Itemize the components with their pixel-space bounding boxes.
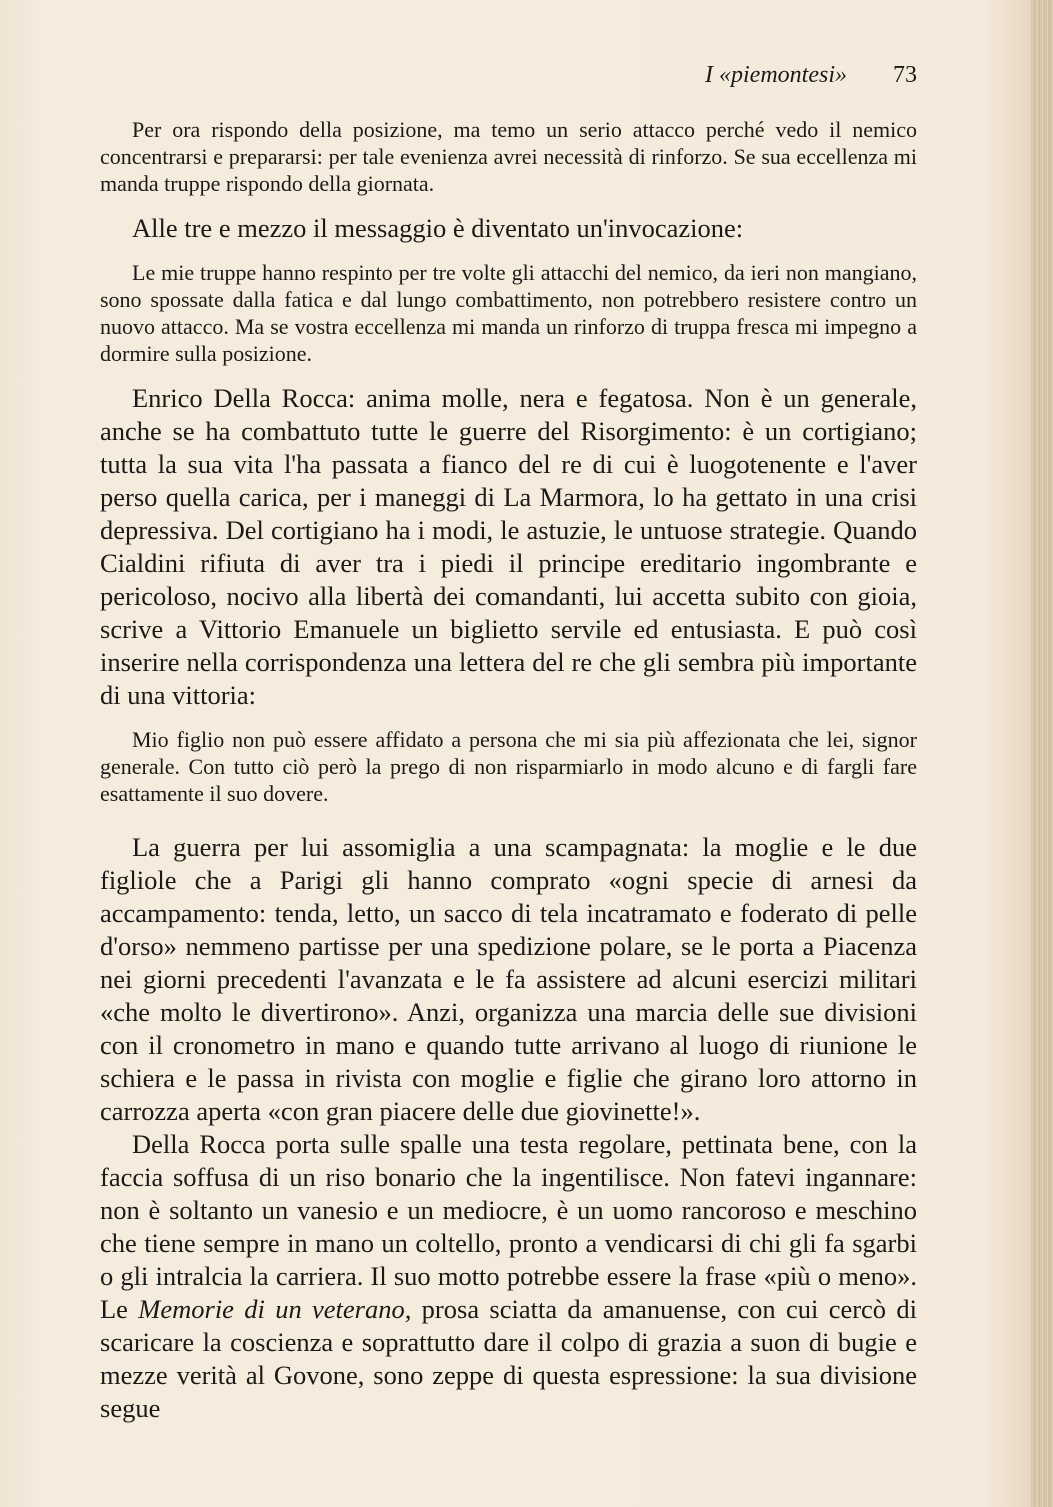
paragraph-4-text-b: prosa sciatta da amanuense, con cui cercò di scaricare la coscienza e soprattutto dare il colpo di grazia a suon di bugie e mezze verità al Govone, sono zeppe di questa espressione: la sua divisione segue (100, 1294, 917, 1423)
paragraph-2: Enrico Della Rocca: anima molle, nera e fegatosa. Non è un generale, anche se ha combattuto tutte le guerre del Risorgimento: è un cortigiano; tutta la sua vita l'ha passata a fianco del re di cui è luogotenente e l'aver perso quella carica, per i maneggi di La Marmora, lo ha gettato in una crisi depressiva. Del cortigiano ha i modi, le astuzie, le untuose strategie. Quando Cialdini rifiuta di aver tra i piedi il principe ereditario ingombrante e pericoloso, nocivo alla libertà dei comandanti, lui accetta subito con gioia, scrive a Vittorio Emanuele un biglietto servile ed entusiasta. E può così inserire nella corrispondenza una lettera del re che gli sembra più importante di una vittoria: (100, 383, 917, 710)
block-quote-1: Per ora rispondo della posizione, ma temo un serio attacco perché vedo il nemico concentrarsi e prepararsi: per tale evenienza avrei necessità di rinforzo. Se sua eccellenza mi manda truppe rispondo della giornata. (100, 117, 917, 196)
paragraph-4-text-a: Della Rocca porta sulle spalle una testa regolare, pettinata bene, con la faccia soffusa di un riso bonario che la ingentilisce. Non fatevi ingannare: non è soltanto un vanesio e un mediocre, è un uomo rancoroso e meschino che tiene sempre in mano un coltello, pronto a vendicarsi di chi gli fa sgarbi o gli intralcia la carriera. Il suo motto potrebbe essere la frase «più o meno». Le (100, 1129, 917, 1324)
paragraph-1: Alle tre e mezzo il messaggio è diventato un'invocazione: (132, 213, 744, 243)
paragraph-4 (100, 1128, 917, 1425)
block-quote-2: Le mie truppe hanno respinto per tre volte gli attacchi del nemico, da ieri non mangiano, sono spossate dalla fatica e dal lungo combattimento, non potrebbero resistere contro un nuovo attacco. Ma se vostra eccellenza mi manda un rinforzo di truppa fresca mi impegno a dormire sulla posizione. (100, 260, 917, 366)
page-body (100, 116, 917, 1425)
block-quote-3: Mio figlio non può essere affidato a persona che mi sia più affezionata che lei, signor generale. Con tutto ciò però la prego di non risparmiarlo in modo alcuno e di fargli fare esattamente il suo dovere. (100, 727, 917, 806)
page-header (100, 62, 917, 98)
page-edge (1031, 0, 1053, 1507)
paragraph-3: La guerra per lui assomiglia a una scampagnata: la moglie e le due figliole che a Parigi gli hanno comprato «ogni specie di arnesi da accampamento: tenda, letto, un sacco di tela incatramato e foderato di pelle d'orso» nemmeno partisse per una spedizione polare, se le porta a Piacenza nei giorni precedenti l'avanzata e le fa assistere ad alcuni esercizi militari «che molto le divertirono». Anzi, organizza una marcia delle sue divisioni con il cronometro in mano e quando tutte arrivano al luogo di riunione le schiera e le passa in rivista con moglie e figlie che girano loro attorno in carrozza aperta «con gran piacere delle due giovinette!». (100, 832, 917, 1126)
page-number: 73 (893, 62, 917, 88)
running-title: I «piemontesi» (705, 62, 847, 88)
book-title-italic: Memorie di un veterano, (138, 1294, 412, 1324)
